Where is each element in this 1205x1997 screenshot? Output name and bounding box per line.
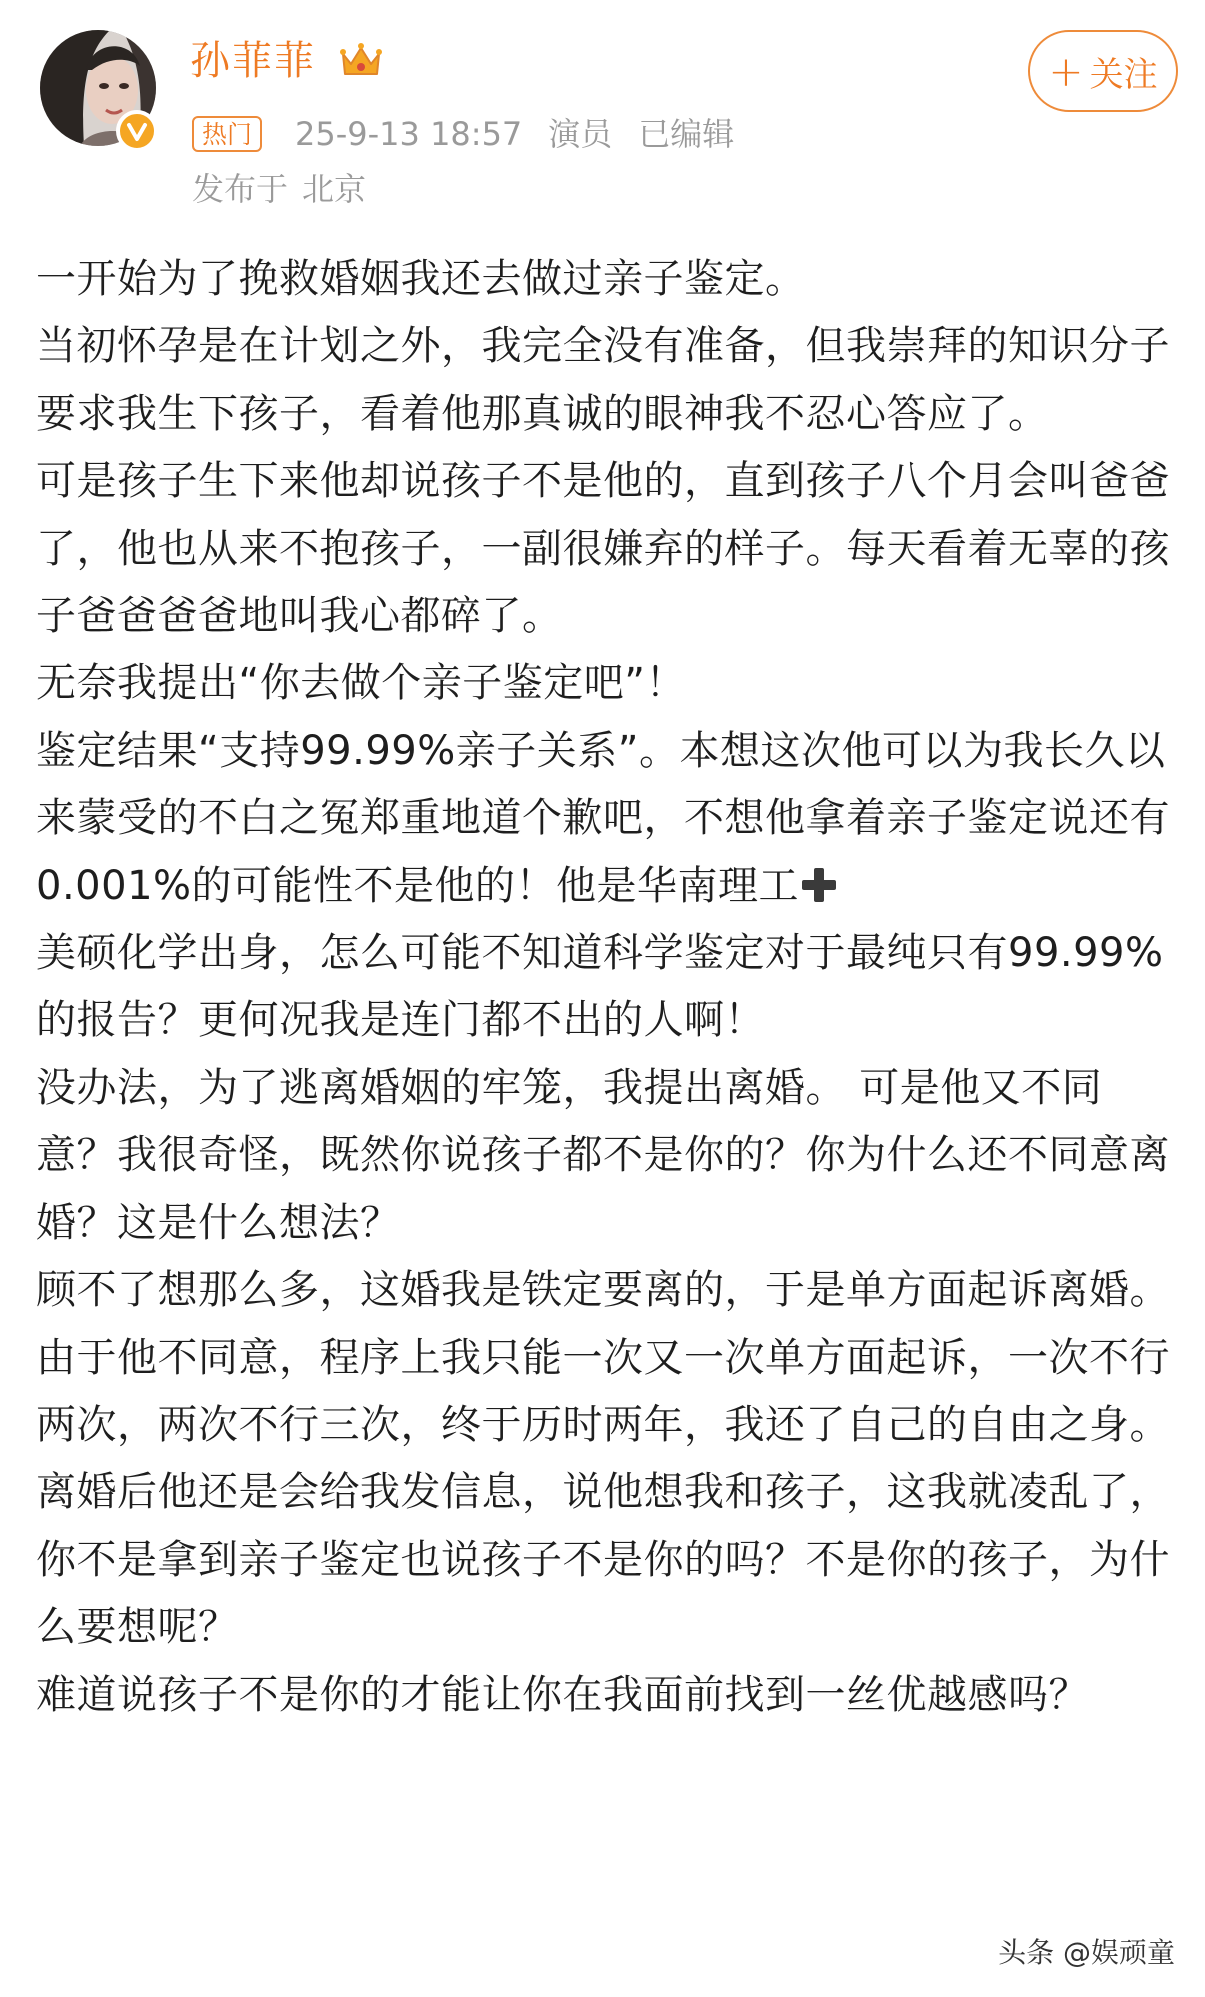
author-role: 演员 [548,115,613,153]
post-paragraph: 顾不了想那么多，这婚我是铁定要离的，于是单方面起诉离婚。由于他不同意，程序上我只能一次又一次单方面起诉，一次不行两次，两次不行三次，终于历时两年，我还了自己的自由之身。 [36,1267,1170,1448]
post-paragraph: 无奈我提出“你去做个亲子鉴定吧”！ [36,660,686,707]
verified-v-icon [116,110,158,152]
post-paragraph: 没办法，为了逃离婚姻的牢笼，我提出离婚。 可是他又不同意？我很奇怪，既然你说孩子都不是你的？你为什么还不同意离婚？这是什么想法？ [36,1064,1170,1246]
edited-label: 已编辑 [638,115,735,153]
follow-label: 关注 [1089,54,1158,95]
crown-icon [337,40,385,80]
plus-icon: + [1048,46,1084,96]
watermark: 头条 @娱顽童 [998,1936,1175,1969]
post-paragraph: 鉴定结果“支持99.99%亲子关系”。本想这次他可以为我长久以来蒙受的不白之冤郑重地道个歉吧，不想他拿着亲子鉴定说还有0.001%的可能性不是他的！他是华南理工 [36,727,1170,909]
post-meta [295,110,760,158]
post-paragraph: 美硕化学出身，怎么可能不知道科学鉴定对于最纯只有99.99%的报告？更何况我是连门都不出的人啊！ [36,930,1164,1044]
post-location [192,165,380,213]
post-header [0,0,1205,230]
author-name[interactable]: 孙菲菲 [190,38,316,84]
heavy-plus-emoji-icon [799,865,839,905]
post-paragraph: 可是孩子生下来他却说孩子不是他的，直到孩子八个月会叫爸爸了，他也从来不抱孩子，一副很嫌弃的样子。每天看着无辜的孩子爸爸爸爸地叫我心都碎了。 [36,458,1170,640]
post-paragraph: 一开始为了挽救婚姻我还去做过亲子鉴定。 [36,256,806,302]
location-prefix: 发布于 [192,170,289,208]
post-timestamp: 25-9-13 18:57 [295,115,523,153]
location-name: 北京 [302,170,367,208]
post-paragraph: 当初怀孕是在计划之外，我完全没有准备，但我崇拜的知识分子要求我生下孩子，看着他那真诚的眼神我不忍心答应了。 [36,323,1170,437]
post-paragraph-with-emoji [36,718,1171,920]
post-body [36,246,1171,1729]
follow-button[interactable] [1028,30,1178,112]
hot-badge: 热门 [192,116,262,152]
post-paragraph: 离婚后他还是会给我发信息，说他想我和孩子，这我就凌乱了，你不是拿到亲子鉴定也说孩子不是你的吗？不是你的孩子，为什么要想呢？ [36,1469,1170,1651]
post-paragraph: 难道说孩子不是你的才能让你在我面前找到一丝优越感吗？ [36,1671,1089,1718]
